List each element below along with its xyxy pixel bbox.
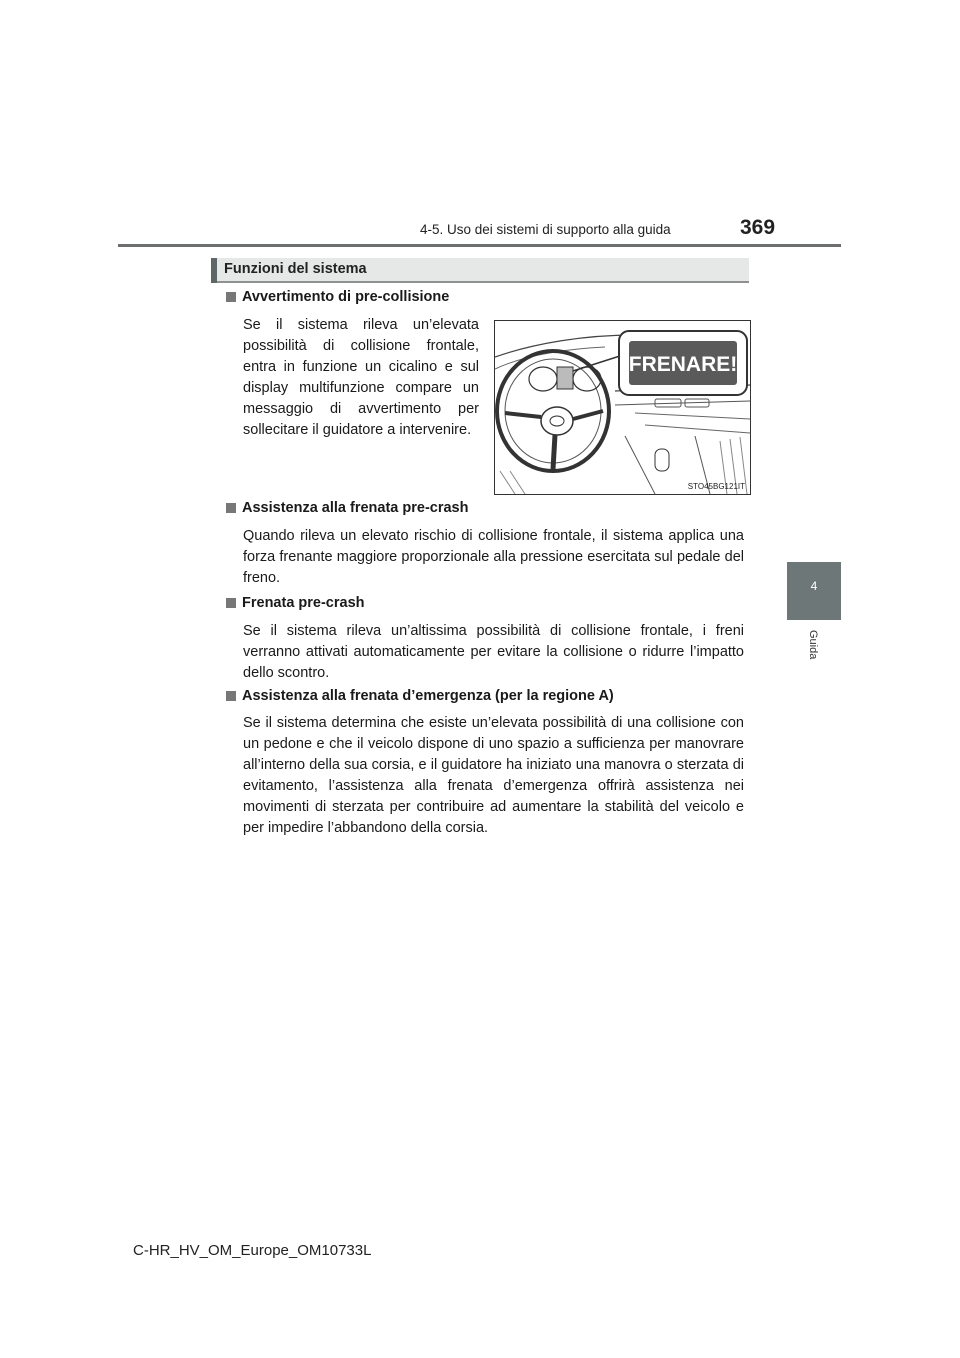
chapter-tab-label: Guida [807,630,819,660]
item-text-emergency-brake-assist: Se il sistema determina che esiste un’elevata possibilità di una collisione con un pedone e che il veicolo dispone di uno spazio a sufficienza per manovrare all’interno della sua corsia, e il guidatore ha iniziato una manovra o sterzata di evitamento, l’assistenza alla frenata d’emergenza offrirà assistenza nei movimenti di sterzata per contribuire ad aumentare la stabilità del veicolo e per impedire l’abbandono della corsia. [243,715,744,836]
item-heading-pre-collision-warning [226,289,449,305]
square-bullet-icon [226,292,236,302]
item-heading-emergency-brake-assist [226,688,614,704]
square-bullet-icon [226,691,236,701]
page-number: 369 [740,216,776,239]
section-bar-accent [211,258,217,283]
item-heading-pre-crash-brake-assist [226,500,468,516]
item-heading-text: Assistenza alla frenata d’emergenza (per la regione A) [242,688,614,704]
item-heading-text: Assistenza alla frenata pre-crash [242,500,469,516]
dashboard-warning-illustration [494,320,751,495]
header-section-path: 4-5. Uso dei sistemi di supporto alla guida [420,222,671,237]
figure-code-text: STO45BG121IT [687,482,745,491]
item-heading-text: Frenata pre-crash [242,595,365,611]
chapter-tab[interactable] [787,562,841,620]
item-text-pre-crash-braking: Se il sistema rileva un’altissima possibilità di collisione frontale, i freni verranno attivati automaticamente per evitare la collisione o ridurre l’impatto dello scontro. [243,623,744,681]
section-title: Funzioni del sistema [224,261,367,277]
square-bullet-icon [226,598,236,608]
square-bullet-icon [226,503,236,513]
header-rule [118,244,841,247]
item-heading-pre-crash-braking [226,595,365,611]
warning-message-text: FRENARE! [628,353,738,376]
item-text-pre-collision-warning: Se il sistema rileva un’elevata possibilità di collisione frontale, entra in funzione un cicalino e sul display multifunzione compare un messaggio di avvertimento per sollecitare il guidatore a intervenire. [243,317,479,438]
section-title-bar [211,258,749,283]
footer-document-code: C-HR_HV_OM_Europe_OM10733L [133,1242,372,1259]
chapter-tab-number: 4 [810,579,818,593]
item-text-pre-crash-brake-assist: Quando rileva un elevato rischio di collisione frontale, il sistema applica una forza frenante maggiore proporzionale alla pressione esercitata sul pedale del freno. [243,528,744,586]
item-heading-text: Avvertimento di pre-collisione [242,289,450,305]
dashboard-illustration-svg [495,321,750,494]
